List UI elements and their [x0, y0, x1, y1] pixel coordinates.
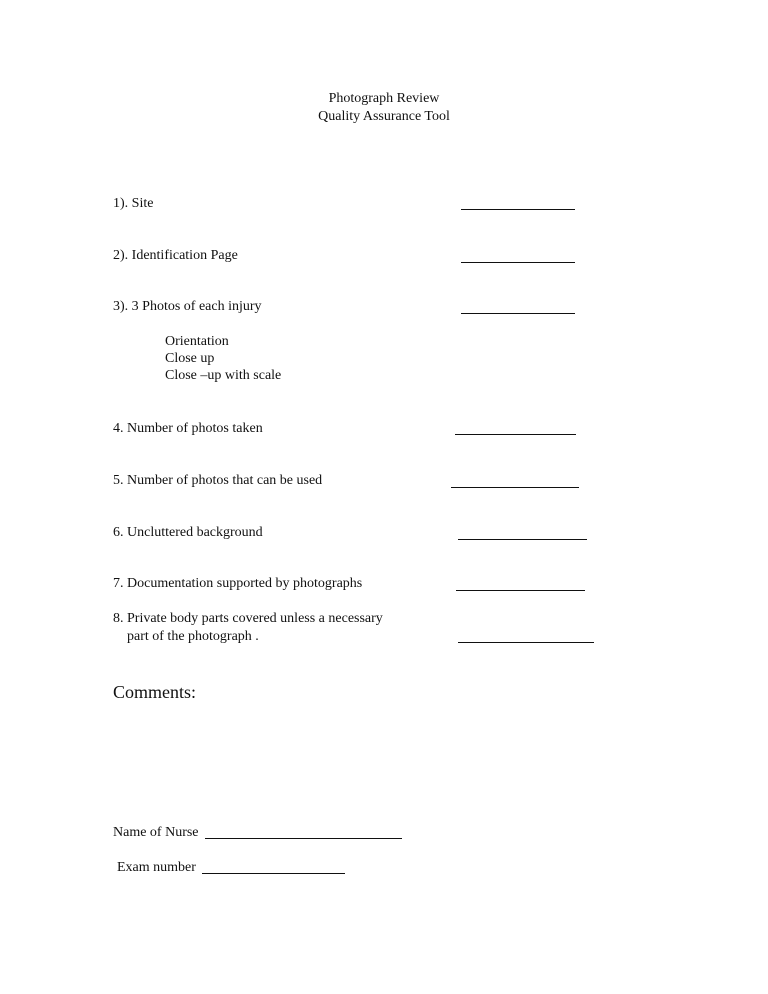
item-privacy-continuation: part of the photograph . — [127, 629, 259, 644]
document-subtitle: Quality Assurance Tool — [318, 109, 450, 124]
item-privacy-blank[interactable] — [458, 642, 594, 643]
item-background-label: 6. Uncluttered background — [113, 525, 263, 540]
item-privacy-label: 8. Private body parts covered unless a necessary — [113, 611, 383, 626]
item-site-label: 1). Site — [113, 196, 154, 211]
item-background-blank[interactable] — [458, 539, 587, 540]
nurse-name-label: Name of Nurse — [113, 825, 199, 840]
nurse-name-blank[interactable] — [205, 838, 402, 839]
sub-item-orientation: Orientation — [165, 334, 229, 349]
item-number-taken-label: 4. Number of photos taken — [113, 421, 263, 436]
comments-heading: Comments: — [113, 682, 197, 702]
item-documentation-label: 7. Documentation supported by photographs — [113, 576, 363, 591]
item-number-usable-label: 5. Number of photos that can be used — [113, 473, 323, 488]
document-title: Photograph Review — [328, 91, 440, 106]
exam-number-label: Exam number — [117, 860, 196, 875]
item-number-usable-blank[interactable] — [451, 487, 579, 488]
item-number-taken-blank[interactable] — [455, 434, 576, 435]
item-identification-label: 2). Identification Page — [113, 248, 238, 263]
item-identification-blank[interactable] — [461, 262, 575, 263]
item-documentation-blank[interactable] — [456, 590, 585, 591]
item-photos-per-injury-label: 3). 3 Photos of each injury — [113, 299, 262, 314]
sub-item-close-up-with-scale: Close –up with scale — [165, 368, 282, 383]
exam-number-blank[interactable] — [202, 873, 345, 874]
item-site-blank[interactable] — [461, 209, 575, 210]
item-photos-per-injury-blank[interactable] — [461, 313, 575, 314]
sub-item-close-up: Close up — [165, 351, 215, 366]
